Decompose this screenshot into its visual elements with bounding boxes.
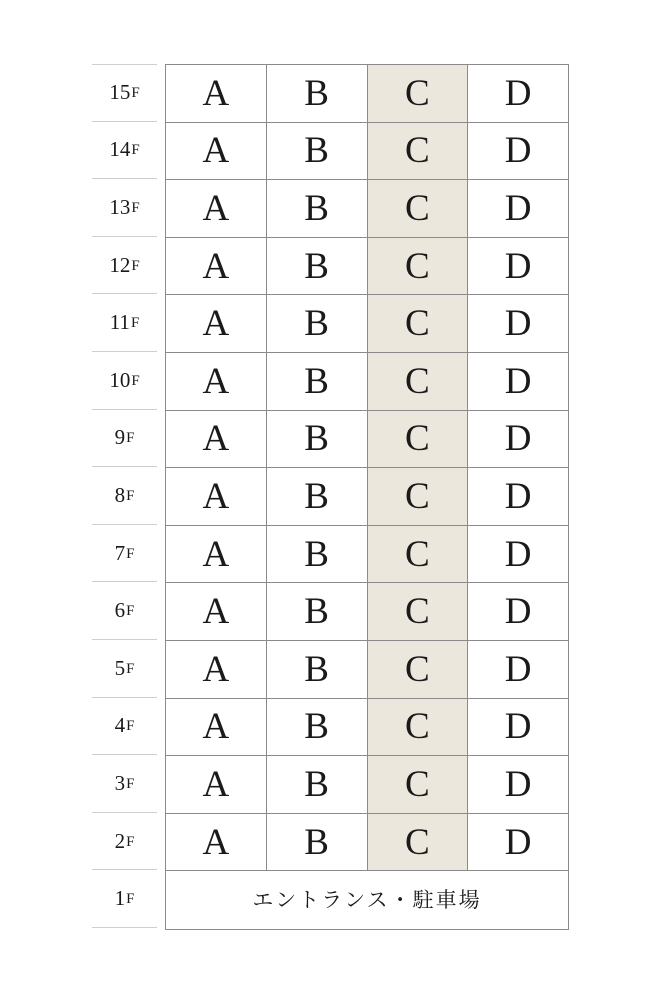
- unit-2-b[interactable]: B: [267, 814, 368, 871]
- floor-suffix: F: [126, 603, 135, 620]
- floor-row-10: [166, 353, 568, 411]
- unit-9-b[interactable]: B: [267, 411, 368, 468]
- floor-suffix: F: [126, 660, 135, 677]
- unit-8-b[interactable]: B: [267, 468, 368, 525]
- floor-suffix: F: [126, 545, 135, 562]
- floor-number: 14: [109, 137, 131, 162]
- floor-label-column: [92, 64, 157, 928]
- unit-5-a[interactable]: A: [166, 641, 267, 698]
- floor-label-14: [92, 122, 157, 180]
- floor-suffix: F: [131, 372, 140, 389]
- unit-12-d[interactable]: D: [504, 245, 532, 287]
- unit-3-c[interactable]: C: [368, 756, 469, 813]
- floor-label-12: [92, 237, 157, 295]
- floor-suffix: F: [126, 430, 135, 447]
- floor-number: 13: [109, 194, 131, 219]
- unit-3-a[interactable]: A: [166, 756, 267, 813]
- entrance-parking-row: [166, 871, 568, 927]
- unit-13-b[interactable]: B: [267, 180, 368, 237]
- floor-label-5: [92, 640, 157, 698]
- floor-number: 12: [109, 252, 131, 277]
- floor-row-13: [166, 180, 568, 238]
- floor-number: 6: [114, 598, 126, 623]
- floor-label-4: [92, 698, 157, 756]
- unit-14-b[interactable]: B: [267, 123, 368, 180]
- unit-8-c[interactable]: C: [368, 468, 469, 525]
- unit-10-c[interactable]: C: [368, 353, 469, 410]
- unit-11-d[interactable]: D: [504, 303, 532, 345]
- unit-5-b[interactable]: B: [267, 641, 368, 698]
- floor-label-2: [92, 813, 157, 871]
- floor-suffix: F: [126, 833, 135, 850]
- unit-9-d[interactable]: D: [504, 418, 532, 460]
- floor-row-5: [166, 641, 568, 699]
- floor-suffix: F: [126, 487, 135, 504]
- unit-6-d[interactable]: D: [504, 591, 532, 633]
- floor-number: 3: [114, 770, 126, 795]
- floor-row-14: [166, 123, 568, 181]
- floor-number: 15: [109, 80, 131, 105]
- unit-15-d[interactable]: D: [504, 72, 532, 114]
- floor-label-11: [92, 294, 157, 352]
- unit-14-d[interactable]: D: [504, 130, 532, 172]
- unit-7-c[interactable]: C: [368, 526, 469, 583]
- unit-4-b[interactable]: B: [267, 699, 368, 756]
- floor-number: 9: [114, 425, 126, 450]
- unit-4-a[interactable]: A: [166, 699, 267, 756]
- floor-row-12: [166, 238, 568, 296]
- unit-6-c[interactable]: C: [368, 583, 469, 640]
- floor-suffix: F: [131, 142, 140, 159]
- unit-15-a[interactable]: A: [166, 65, 267, 122]
- unit-8-a[interactable]: A: [166, 468, 267, 525]
- floor-number: 1: [114, 886, 126, 911]
- entrance-parking-label: エントランス・駐車場: [252, 888, 482, 913]
- unit-4-c[interactable]: C: [368, 699, 469, 756]
- floor-suffix: F: [131, 85, 140, 102]
- unit-10-d[interactable]: D: [504, 360, 532, 402]
- floor-number: 8: [114, 482, 126, 507]
- unit-12-b[interactable]: B: [267, 238, 368, 295]
- unit-12-c[interactable]: C: [368, 238, 469, 295]
- unit-15-c[interactable]: C: [368, 65, 469, 122]
- floor-number: 7: [114, 540, 126, 565]
- unit-11-c[interactable]: C: [368, 295, 469, 352]
- unit-13-a[interactable]: A: [166, 180, 267, 237]
- floor-suffix: F: [126, 775, 135, 792]
- unit-5-c[interactable]: C: [368, 641, 469, 698]
- floor-suffix: F: [130, 315, 140, 332]
- floor-row-7: [166, 526, 568, 584]
- unit-3-b[interactable]: B: [267, 756, 368, 813]
- floor-suffix: F: [126, 891, 135, 908]
- floor-suffix: F: [131, 257, 140, 274]
- floor-number: 5: [114, 655, 126, 680]
- floor-label-8: [92, 467, 157, 525]
- floor-number: 11: [109, 310, 130, 335]
- unit-14-c[interactable]: C: [368, 123, 469, 180]
- unit-7-d[interactable]: D: [504, 533, 532, 575]
- unit-13-c[interactable]: C: [368, 180, 469, 237]
- floor-suffix: F: [131, 199, 140, 216]
- floor-label-6: [92, 582, 157, 640]
- floor-row-9: [166, 411, 568, 469]
- unit-2-d[interactable]: D: [504, 821, 532, 863]
- floor-label-15: [92, 64, 157, 122]
- unit-10-b[interactable]: B: [267, 353, 368, 410]
- unit-3-d[interactable]: D: [504, 763, 532, 805]
- unit-12-a[interactable]: A: [166, 238, 267, 295]
- unit-5-d[interactable]: D: [504, 648, 532, 690]
- floor-suffix: F: [126, 718, 135, 735]
- unit-11-a[interactable]: A: [166, 295, 267, 352]
- floor-row-11: [166, 295, 568, 353]
- floor-row-6: [166, 583, 568, 641]
- unit-13-d[interactable]: D: [504, 187, 532, 229]
- unit-2-c[interactable]: C: [368, 814, 469, 871]
- unit-9-c[interactable]: C: [368, 411, 469, 468]
- unit-11-b[interactable]: B: [267, 295, 368, 352]
- floor-number: 10: [109, 367, 131, 392]
- floor-label-9: [92, 410, 157, 468]
- unit-10-a[interactable]: A: [166, 353, 267, 410]
- floor-label-1: [92, 870, 157, 928]
- floor-row-3: [166, 756, 568, 814]
- unit-4-d[interactable]: D: [504, 706, 532, 748]
- floor-row-2: [166, 814, 568, 872]
- unit-15-b[interactable]: B: [267, 65, 368, 122]
- unit-7-a[interactable]: A: [166, 526, 267, 583]
- floor-label-13: [92, 179, 157, 237]
- floor-row-15: [166, 65, 568, 123]
- unit-2-a[interactable]: A: [166, 814, 267, 871]
- floor-number: 2: [114, 828, 126, 853]
- floor-row-8: [166, 468, 568, 526]
- unit-6-b[interactable]: B: [267, 583, 368, 640]
- unit-6-a[interactable]: A: [166, 583, 267, 640]
- floor-label-10: [92, 352, 157, 410]
- floor-number: 4: [114, 713, 126, 738]
- unit-14-a[interactable]: A: [166, 123, 267, 180]
- floor-label-7: [92, 525, 157, 583]
- floor-label-3: [92, 755, 157, 813]
- floor-row-4: [166, 699, 568, 757]
- unit-8-d[interactable]: D: [504, 475, 532, 517]
- unit-grid: [165, 64, 569, 930]
- unit-7-b[interactable]: B: [267, 526, 368, 583]
- unit-9-a[interactable]: A: [166, 411, 267, 468]
